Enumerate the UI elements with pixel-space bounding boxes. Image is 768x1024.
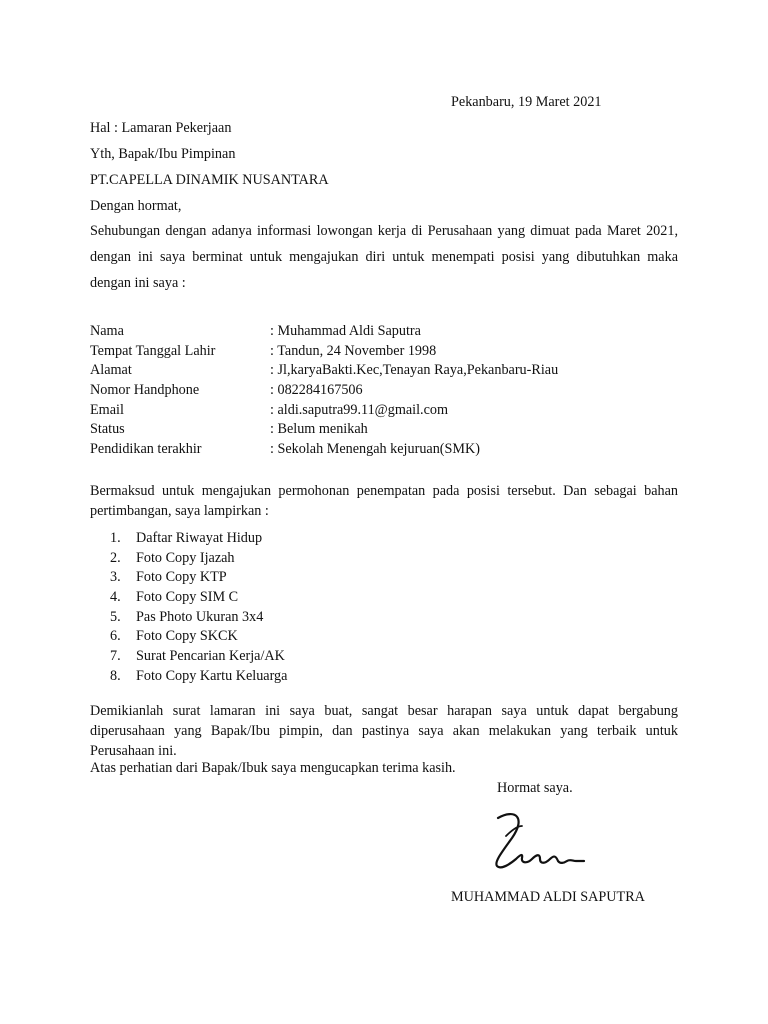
identity-row-phone — [90, 381, 690, 401]
list-item-number: 6. — [110, 628, 121, 645]
list-item-number: 2. — [110, 549, 121, 566]
identity-label: Nomor Handphone — [90, 382, 200, 399]
list-item-text: Foto Copy SIM C — [136, 589, 239, 606]
list-item-number: 3. — [110, 569, 121, 586]
list-item-text: Foto Copy KTP — [136, 569, 227, 586]
purpose-paragraph: Bermaksud untuk mengajukan permohonan penempatan pada posisi tersebut. Dan sebagai bahan pertimbangan, saya lampirkan : — [90, 483, 678, 519]
identity-row-address — [90, 361, 690, 381]
identity-label: Pendidikan terakhir — [90, 441, 202, 458]
list-item-text: Foto Copy SKCK — [136, 628, 238, 645]
list-item-text: Foto Copy Kartu Keluarga — [136, 667, 288, 684]
list-item-number: 4. — [110, 589, 121, 606]
list-item — [110, 647, 287, 667]
list-item — [110, 549, 287, 569]
closing-salutation: Hormat saya. — [497, 780, 573, 796]
list-item-text: Pas Photo Ukuran 3x4 — [136, 608, 264, 625]
thanks-line: Atas perhatian dari Bapak/Ibuk saya mengucapkan terima kasih. — [90, 760, 456, 776]
identity-label: Alamat — [90, 362, 132, 379]
list-item-number: 5. — [110, 608, 121, 625]
list-item — [110, 588, 287, 608]
identity-label: Status — [90, 421, 125, 438]
list-item-text: Surat Pencarian Kerja/AK — [136, 648, 285, 665]
identity-label: Email — [90, 401, 124, 418]
identity-value: : Muhammad Aldi Saputra — [270, 323, 421, 339]
identity-value: : 082284167506 — [270, 382, 363, 399]
list-item — [110, 667, 287, 687]
recipient-line: Yth, Bapak/Ibu Pimpinan — [90, 146, 236, 162]
signer-name: MUHAMMAD ALDI SAPUTRA — [451, 889, 645, 905]
intro-paragraph: Sehubungan dengan adanya informasi lowongan kerja di Perusahaan yang dimuat pada Maret 2021, dengan ini saya berminat untuk mengajukan diri untuk menempati posisi yang dibutuhkan maka dengan ini saya : — [90, 223, 678, 291]
identity-value: : Jl,karyaBakti.Kec,Tenayan Raya,Pekanbaru-Riau — [270, 362, 559, 379]
identity-value: : Tandun, 24 November 1998 — [270, 342, 437, 359]
identity-row-education — [90, 440, 690, 460]
list-item — [110, 529, 287, 549]
identity-row-email — [90, 401, 690, 421]
subject-line: Hal : Lamaran Pekerjaan — [90, 120, 232, 136]
list-item — [110, 627, 287, 647]
list-item — [110, 608, 287, 628]
identity-row-birth — [90, 342, 690, 362]
company-name: PT.CAPELLA DINAMIK NUSANTARA — [90, 172, 329, 188]
identity-table — [90, 322, 690, 460]
signature-image — [488, 806, 588, 876]
list-item-text: Daftar Riwayat Hidup — [136, 530, 263, 546]
place-date: Pekanbaru, 19 Maret 2021 — [451, 94, 602, 110]
list-item-number: 8. — [110, 667, 121, 684]
identity-row-status — [90, 420, 690, 440]
list-item-text: Foto Copy Ijazah — [136, 549, 235, 566]
identity-label: Tempat Tanggal Lahir — [90, 342, 216, 359]
list-item-number: 1. — [110, 530, 121, 546]
list-item-number: 7. — [110, 648, 121, 665]
identity-label: Nama — [90, 323, 124, 339]
identity-value: : Sekolah Menengah kejuruan(SMK) — [270, 441, 481, 458]
identity-value: : aldi.saputra99.11@gmail.com — [270, 401, 449, 418]
list-item — [110, 568, 287, 588]
closing-paragraph: Demikianlah surat lamaran ini saya buat, sangat besar harapan saya untuk dapat bergabung diperusahaan yang Bapak/Ibu pimpin, dan pastinya saya akan melakukan yang terbaik untuk Perusahaan ini. — [90, 703, 678, 759]
greeting: Dengan hormat, — [90, 198, 182, 214]
identity-row-name — [90, 322, 690, 342]
attachment-list — [110, 529, 287, 687]
identity-value: : Belum menikah — [270, 421, 368, 438]
